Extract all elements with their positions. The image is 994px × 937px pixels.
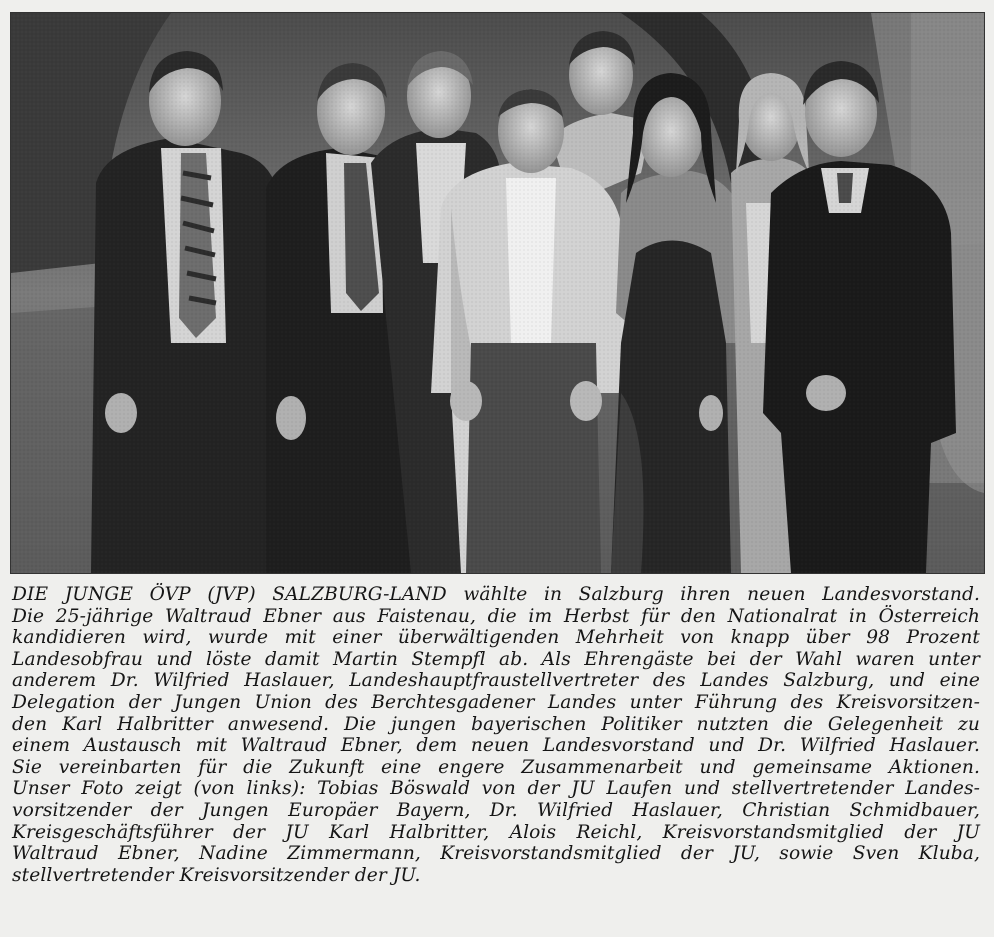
- caption-line-1: [12, 584, 980, 606]
- group-photo: [10, 12, 985, 574]
- caption-line-2: Die 25-jährige Waltraud Ebner aus Faistenau, die im Herbst für den Nationalrat in Österreich: [12, 605, 980, 627]
- caption-line-7: den Karl Halbritter anwesend. Die jungen bayerischen Politiker nutzten die Gelegenheit zu: [12, 713, 980, 735]
- caption-line-8: einem Austausch mit Waltraud Ebner, dem neuen Landesvorstand und Dr. Wilfried Haslauer.: [12, 735, 980, 757]
- caption-line-5: anderem Dr. Wilfried Haslauer, Landeshauptfraustellvertreter des Landes Salzburg, und eine: [12, 670, 980, 692]
- caption-lead: DIE JUNGE ÖVP (JVP) SALZBURG-LAND: [12, 584, 447, 605]
- caption-line-6: Delegation der Jungen Union des Berchtesgadener Landes unter Führung des Kreisvorsitzen-: [12, 691, 980, 713]
- caption-line-13: Waltraud Ebner, Nadine Zimmermann, Kreisvorstandsmitglied der JU, sowie Sven Kluba,: [12, 843, 980, 865]
- caption-line-3: kandidieren wird, wurde mit einer überwältigenden Mehrheit von knapp über 98 Prozent: [12, 627, 980, 649]
- caption-line-12: Kreisgeschäftsführer der JU Karl Halbritter, Alois Reichl, Kreisvorstandsmitglied der JU: [12, 821, 980, 843]
- caption-line-10: Unser Foto zeigt (von links): Tobias Böswald von der JU Laufen und stellvertretender Landes-: [12, 778, 980, 800]
- photo-caption: [12, 584, 980, 886]
- caption-line-11: vorsitzender der Jungen Europäer Bayern, Dr. Wilfried Haslauer, Christian Schmidbauer,: [12, 799, 980, 821]
- caption-line-14: stellvertretender Kreisvorsitzender der JU.: [12, 864, 421, 886]
- caption-line-9: Sie vereinbarten für die Zukunft eine engere Zusammenarbeit und gemeinsame Aktionen.: [12, 756, 980, 778]
- group-photo-illustration: [11, 13, 984, 573]
- caption-line-1-text: wählte in Salzburg ihren neuen Landesvorstand.: [446, 584, 980, 605]
- caption-line-4: Landesobfrau und löste damit Martin Stempfl ab. Als Ehrengäste bei der Wahl waren unter: [12, 648, 980, 670]
